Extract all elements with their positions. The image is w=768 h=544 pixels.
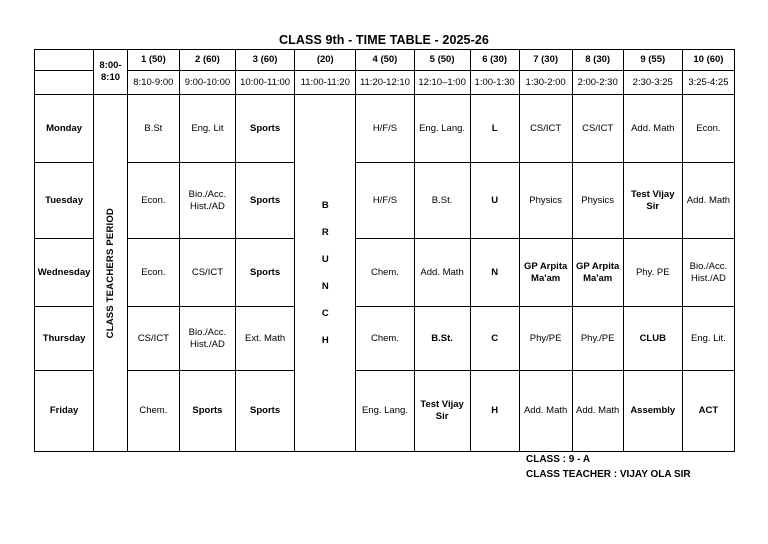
period-cell: GP Arpita Ma'am <box>519 239 572 307</box>
period-cell: Sports <box>235 163 294 239</box>
class-teachers-period-cell <box>94 95 128 452</box>
period-cell: Sports <box>179 371 235 452</box>
period-cell: H/F/S <box>356 163 414 239</box>
time-header: 10:00-11:00 <box>235 71 294 95</box>
day-label: Thursday <box>35 307 94 371</box>
period-cell: Econ. <box>127 239 179 307</box>
period-cell: Add. Math <box>414 239 470 307</box>
period-cell: Assembly <box>623 371 682 452</box>
period-header: 2 (60) <box>179 50 235 71</box>
lunch-letter-cell: H <box>470 371 519 452</box>
period-cell: H/F/S <box>356 95 414 163</box>
period-cell: B.St <box>127 95 179 163</box>
time-header: 3:25-4:25 <box>682 71 734 95</box>
period-cell: Chem. <box>356 239 414 307</box>
brunch-letter: C <box>321 308 329 319</box>
period-cell: Phy. PE <box>623 239 682 307</box>
period-cell: CS/ICT <box>127 307 179 371</box>
period-cell: B.St. <box>414 163 470 239</box>
period-header: (20) <box>295 50 356 71</box>
day-label: Wednesday <box>35 239 94 307</box>
period-cell: CLUB <box>623 307 682 371</box>
class-teachers-period-label: CLASS TEACHERS PERIOD <box>104 207 116 339</box>
day-row-tuesday <box>35 163 735 239</box>
period-cell: Sports <box>235 371 294 452</box>
period-cell: Eng. Lit. <box>682 307 734 371</box>
period-cell: CS/ICT <box>179 239 235 307</box>
day-label: Tuesday <box>35 163 94 239</box>
class-teacher-label: CLASS TEACHER : VIJAY OLA SIR <box>526 469 691 480</box>
corner-cell <box>35 71 94 95</box>
brunch-letter: R <box>321 227 329 238</box>
period-cell: Phy/PE <box>519 307 572 371</box>
corner-cell <box>35 50 94 71</box>
period-cell: Physics <box>519 163 572 239</box>
time-header: 1:30-2:00 <box>519 71 572 95</box>
period-cell: Chem. <box>127 371 179 452</box>
period-cell: Bio./Acc. Hist./AD <box>179 163 235 239</box>
period-cell: GP Arpita Ma'am <box>572 239 623 307</box>
day-label: Friday <box>35 371 94 452</box>
period-cell: Ext. Math <box>235 307 294 371</box>
period-cell: Test Vijay Sir <box>623 163 682 239</box>
period-header: 1 (50) <box>127 50 179 71</box>
period-cell: Sports <box>235 239 294 307</box>
time-header: 11:20-12:10 <box>356 71 414 95</box>
period-cell: Bio./Acc. Hist./AD <box>179 307 235 371</box>
period-header: 8 (30) <box>572 50 623 71</box>
page-title: CLASS 9th - TIME TABLE - 2025-26 <box>279 33 489 47</box>
period-cell: Econ. <box>682 95 734 163</box>
lunch-letter-cell: U <box>470 163 519 239</box>
period-cell: Eng. Lit <box>179 95 235 163</box>
period-header: 9 (55) <box>623 50 682 71</box>
brunch-letter: H <box>321 335 329 346</box>
time-header: 9:00-10:00 <box>179 71 235 95</box>
period-cell: Test Vijay Sir <box>414 371 470 452</box>
time-header: 1:00-1:30 <box>470 71 519 95</box>
period-header: 4 (50) <box>356 50 414 71</box>
brunch-letter: U <box>321 254 329 265</box>
period-cell: Phy./PE <box>572 307 623 371</box>
period-cell: Add. Math <box>623 95 682 163</box>
time-header: 2:00-2:30 <box>572 71 623 95</box>
day-row-wednesday <box>35 239 735 307</box>
period-cell: Eng. Lang. <box>414 95 470 163</box>
period-cell: Bio./Acc. Hist./AD <box>682 239 734 307</box>
period-cell: Add. Math <box>519 371 572 452</box>
header-row-times <box>35 71 735 95</box>
period-cell: Add. Math <box>682 163 734 239</box>
header-row-periods <box>35 50 735 71</box>
time-header: 11:00-11:20 <box>295 71 356 95</box>
lunch-letter-cell: C <box>470 307 519 371</box>
lunch-letter-cell: N <box>470 239 519 307</box>
day-label: Monday <box>35 95 94 163</box>
period-cell: Econ. <box>127 163 179 239</box>
period-header: 10 (60) <box>682 50 734 71</box>
period-header: 6 (30) <box>470 50 519 71</box>
period-header: 7 (30) <box>519 50 572 71</box>
lunch-letter-cell: L <box>470 95 519 163</box>
time-header: 8:10-9:00 <box>127 71 179 95</box>
class-label: CLASS : 9 - A <box>526 454 591 465</box>
early-period-header: 8:00-8:10 <box>94 50 128 95</box>
period-cell: Sports <box>235 95 294 163</box>
time-header: 12:10–1:00 <box>414 71 470 95</box>
time-header: 2:30-3:25 <box>623 71 682 95</box>
brunch-letter: B <box>321 200 329 211</box>
period-cell: Eng. Lang. <box>356 371 414 452</box>
day-row-monday <box>35 95 735 163</box>
day-row-thursday <box>35 307 735 371</box>
period-cell: Physics <box>572 163 623 239</box>
period-cell: B.St. <box>414 307 470 371</box>
period-cell: Add. Math <box>572 371 623 452</box>
period-header: 3 (60) <box>235 50 294 71</box>
period-cell: CS/ICT <box>572 95 623 163</box>
period-cell: CS/ICT <box>519 95 572 163</box>
timetable <box>34 49 735 452</box>
day-row-friday <box>35 371 735 452</box>
period-cell: ACT <box>682 371 734 452</box>
period-header: 5 (50) <box>414 50 470 71</box>
period-cell: Chem. <box>356 307 414 371</box>
brunch-cell <box>295 95 356 452</box>
brunch-letter: N <box>321 281 329 292</box>
